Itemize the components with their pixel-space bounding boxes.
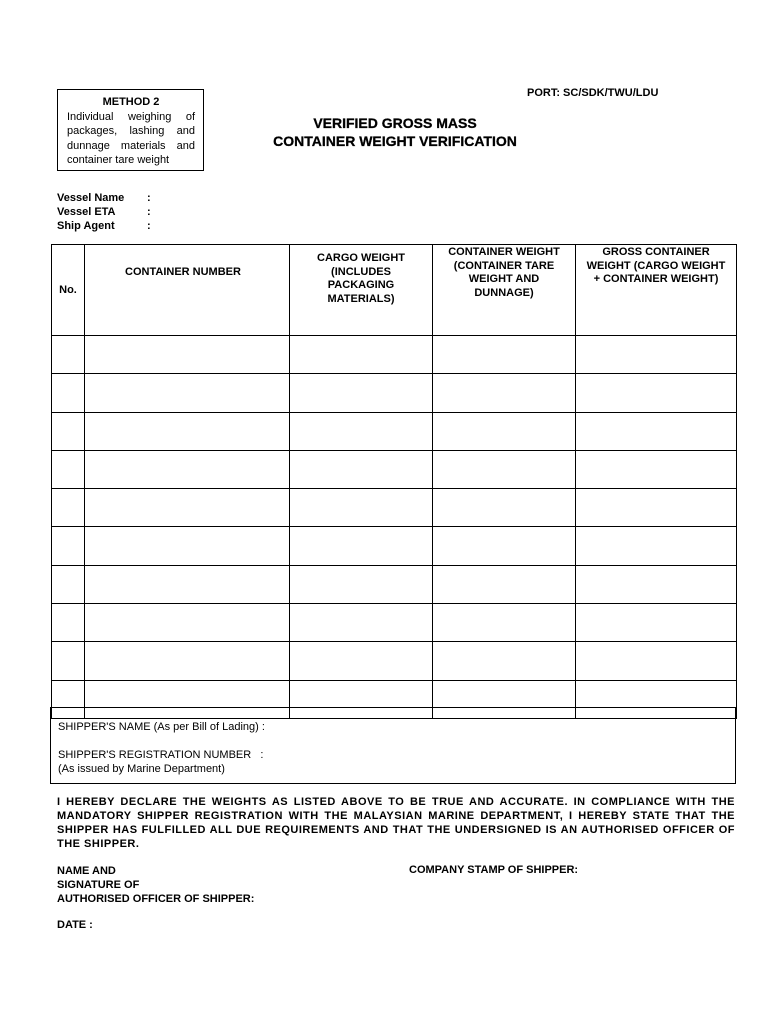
cell-cargo-weight[interactable]	[290, 374, 433, 412]
cell-cargo-weight[interactable]	[290, 412, 433, 450]
table-row	[52, 565, 737, 603]
signature-line-1: NAME AND	[57, 865, 116, 877]
shipper-box	[50, 707, 736, 784]
shipper-reg-note: (As issued by Marine Department)	[58, 763, 225, 775]
cell-container-number[interactable]	[85, 450, 290, 488]
declaration-text: I HEREBY DECLARE THE WEIGHTS AS LISTED ABOVE TO BE TRUE AND ACCURATE. IN COMPLIANCE WITH THE MANDATORY SHIPPER REGISTRATION WITH THE MALAYSIAN MARINE DEPARTMENT, I HEREBY STATE THAT THE SHIPPER HAS FULFILLED ALL DUE REQUIREMENTS AND THAT THE UNDERSIGNED IS AN AUTHORISED OFFICER OF THE SHIPPER.	[57, 796, 735, 850]
cell-cargo-weight[interactable]	[290, 642, 433, 680]
cell-gross-weight[interactable]	[576, 450, 737, 488]
method-title: METHOD 2	[102, 96, 160, 108]
table-row	[52, 489, 737, 527]
table-body	[52, 336, 737, 719]
method-box	[57, 89, 204, 171]
table-row	[52, 374, 737, 412]
cell-container-number[interactable]	[85, 642, 290, 680]
title-line-2: CONTAINER WEIGHT VERIFICATION	[273, 133, 517, 149]
form-title	[230, 114, 560, 150]
vessel-info	[57, 191, 151, 233]
signature-line-3: AUTHORISED OFFICER OF SHIPPER:	[57, 893, 255, 905]
ship-agent-colon: :	[147, 220, 151, 232]
cell-gross-weight[interactable]	[576, 642, 737, 680]
header-cargo-weight: CARGO WEIGHT (INCLUDES PACKAGING MATERIALS)	[290, 245, 433, 336]
table-row	[52, 527, 737, 565]
cell-cargo-weight[interactable]	[290, 527, 433, 565]
cell-container-weight[interactable]	[433, 412, 576, 450]
title-line-1: VERIFIED GROSS MASS	[313, 115, 477, 131]
cell-gross-weight[interactable]	[576, 565, 737, 603]
cell-no[interactable]	[52, 374, 85, 412]
ship-agent-row[interactable]	[57, 219, 151, 233]
table-row	[52, 642, 737, 680]
cell-container-weight[interactable]	[433, 450, 576, 488]
header-container-weight: CONTAINER WEIGHT (CONTAINER TARE WEIGHT AND DUNNAGE)	[433, 245, 576, 336]
cell-container-number[interactable]	[85, 527, 290, 565]
cell-cargo-weight[interactable]	[290, 336, 433, 374]
shipper-reg-label: SHIPPER'S REGISTRATION NUMBER :	[58, 749, 264, 761]
vessel-name-colon: :	[147, 192, 151, 204]
table-row	[52, 336, 737, 374]
signature-line-2: SIGNATURE OF	[57, 879, 140, 891]
cell-gross-weight[interactable]	[576, 336, 737, 374]
cell-no[interactable]	[52, 565, 85, 603]
cell-container-weight[interactable]	[433, 374, 576, 412]
cell-gross-weight[interactable]	[576, 604, 737, 642]
ship-agent-label: Ship Agent	[57, 220, 115, 232]
shipper-name-label: SHIPPER'S NAME (As per Bill of Lading) :	[58, 721, 265, 733]
cell-gross-weight[interactable]	[576, 489, 737, 527]
table-row	[52, 412, 737, 450]
cell-no[interactable]	[52, 642, 85, 680]
method-description: Individual weighing of packages, lashing and dunnage materials and container tare weight	[67, 110, 195, 166]
vessel-eta-colon: :	[147, 206, 151, 218]
cell-no[interactable]	[52, 489, 85, 527]
cell-container-weight[interactable]	[433, 642, 576, 680]
header-gross-weight: GROSS CONTAINER WEIGHT (CARGO WEIGHT + CONTAINER WEIGHT)	[576, 245, 737, 336]
header-no: No.	[52, 245, 85, 336]
cell-container-number[interactable]	[85, 489, 290, 527]
cell-container-weight[interactable]	[433, 489, 576, 527]
vessel-name-row[interactable]	[57, 191, 151, 205]
vessel-name-label: Vessel Name	[57, 192, 125, 204]
table-header-row	[52, 245, 737, 336]
cell-gross-weight[interactable]	[576, 527, 737, 565]
cell-container-weight[interactable]	[433, 336, 576, 374]
cell-no[interactable]	[52, 412, 85, 450]
cell-container-number[interactable]	[85, 374, 290, 412]
cell-container-number[interactable]	[85, 412, 290, 450]
cell-cargo-weight[interactable]	[290, 604, 433, 642]
vessel-eta-row[interactable]	[57, 205, 151, 219]
cell-container-weight[interactable]	[433, 565, 576, 603]
cell-cargo-weight[interactable]	[290, 489, 433, 527]
date-label: DATE :	[57, 919, 93, 931]
cell-gross-weight[interactable]	[576, 412, 737, 450]
table-row	[52, 604, 737, 642]
header-container-number: CONTAINER NUMBER	[85, 245, 290, 336]
cell-no[interactable]	[52, 604, 85, 642]
table-row	[52, 450, 737, 488]
cell-gross-weight[interactable]	[576, 374, 737, 412]
vessel-eta-label: Vessel ETA	[57, 206, 116, 218]
port-label: PORT: SC/SDK/TWU/LDU	[527, 87, 659, 99]
cell-no[interactable]	[52, 527, 85, 565]
cell-container-number[interactable]	[85, 336, 290, 374]
cell-container-weight[interactable]	[433, 604, 576, 642]
container-weight-table	[51, 244, 737, 719]
cell-cargo-weight[interactable]	[290, 450, 433, 488]
cell-cargo-weight[interactable]	[290, 565, 433, 603]
signature-block	[57, 864, 254, 906]
cell-container-number[interactable]	[85, 604, 290, 642]
cell-container-weight[interactable]	[433, 527, 576, 565]
cell-no[interactable]	[52, 450, 85, 488]
company-stamp-label: COMPANY STAMP OF SHIPPER:	[409, 864, 579, 876]
cell-no[interactable]	[52, 336, 85, 374]
cell-container-number[interactable]	[85, 565, 290, 603]
